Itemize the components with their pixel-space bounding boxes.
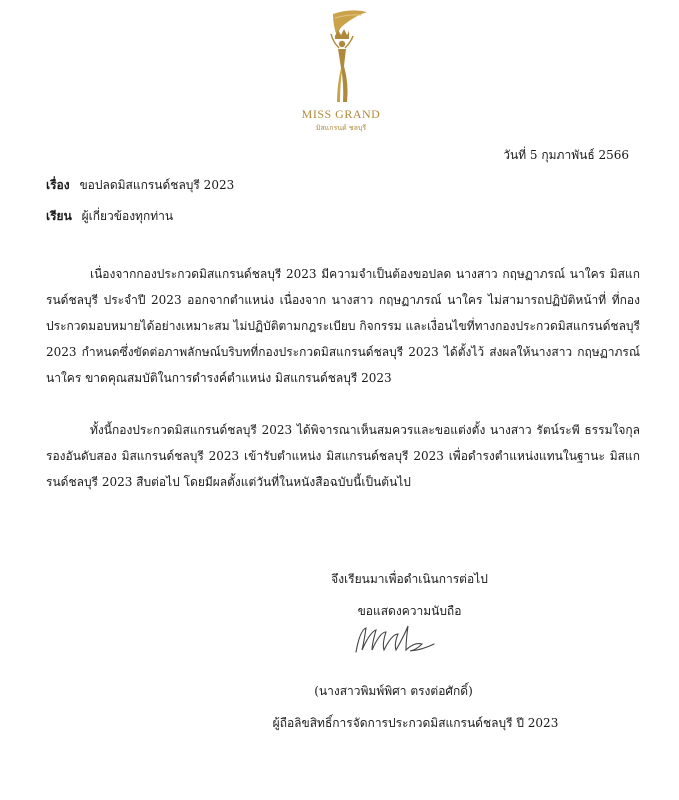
body-paragraph-1 <box>46 261 640 391</box>
logo-subtitle: มิสแกรนด์ ชลบุรี <box>315 124 367 132</box>
logo-wordmark: MISS GRAND <box>301 107 381 121</box>
recipient-line <box>46 207 173 226</box>
crown-figure-icon <box>311 6 371 106</box>
regards-line: ขอแสดงความนับถือ <box>357 604 462 618</box>
subject-text: ขอปลดมิสแกรนด์ชลบุรี 2023 <box>79 178 235 192</box>
body-paragraph-2 <box>46 417 640 495</box>
letter-date: วันที่ 5 กุมภาพันธ์ 2566 <box>503 148 629 162</box>
signer-name: (นางสาวพิมพ์พิศา ตรงต่อศักดิ์) <box>314 684 473 698</box>
subject-line <box>46 176 234 195</box>
closing-line: จึงเรียนมาเพื่อดำเนินการต่อไป <box>331 572 488 586</box>
paragraph-text: เนื่องจากกองประกวดมิสแกรนด์ชลบุรี 2023 มีความจำเป็นต้องขอปลด นางสาว กฤษฏาภรณ์ นาใคร มิสแกรนด์ชลบุรี ประจำปี 2023 ออกจากตำแหน่ง เนื่องจาก นางสาว กฤษฏาภรณ์ นาใคร ไม่สามารถปฏิบัติหน้าที่ ที่กองประกวดมอบหมายได้อย่างเหมาะสม ไม่ปฏิบัติตามกฎระเบียบ กิจกรรม และเงื่อนไขที่ทางกองประกวดมิสแกรนด์ชลบุรี 2023 กำหนดซึ่งขัดต่อภาพลักษณ์บริบทที่กองประกวดมิสแกรนด์ชลบุรี 2023 ได้ตั้งไว้ ส่งผลให้นางสาว กฤษฏาภรณ์ นาใคร ขาดคุณสมบัติในการดำรงค์ตำแหน่ง มิสแกรนด์ชลบุรี 2023 <box>46 267 640 385</box>
miss-grand-logo <box>298 6 384 136</box>
recipient-label: เรียน <box>46 209 72 223</box>
subject-label: เรื่อง <box>46 178 70 192</box>
signature-image <box>350 620 440 660</box>
paragraph-text: ทั้งนี้กองประกวดมิสแกรนด์ชลบุรี 2023 ได้พิจารณาเห็นสมควรและขอแต่งตั้ง นางสาว รัตน์ระพี ธรรมใจกุล รองอันดับสอง มิสแกรนด์ชลบุรี 2023 เข้ารับตำแหน่ง มิสแกรนด์ชลบุรี 2023 เพื่อดำรงตำแหน่งแทนในฐานะ มิสแกรนด์ชลบุรี 2023 สืบต่อไป โดยมีผลตั้งแต่วันที่ในหนังสือฉบับนี้เป็นต้นไป <box>46 423 640 489</box>
signer-position: ผู้ถือลิขสิทธิ์การจัดการประกวดมิสแกรนด์ชลบุรี ปี 2023 <box>272 716 559 730</box>
recipient-text: ผู้เกี่ยวข้องทุกท่าน <box>81 209 174 223</box>
